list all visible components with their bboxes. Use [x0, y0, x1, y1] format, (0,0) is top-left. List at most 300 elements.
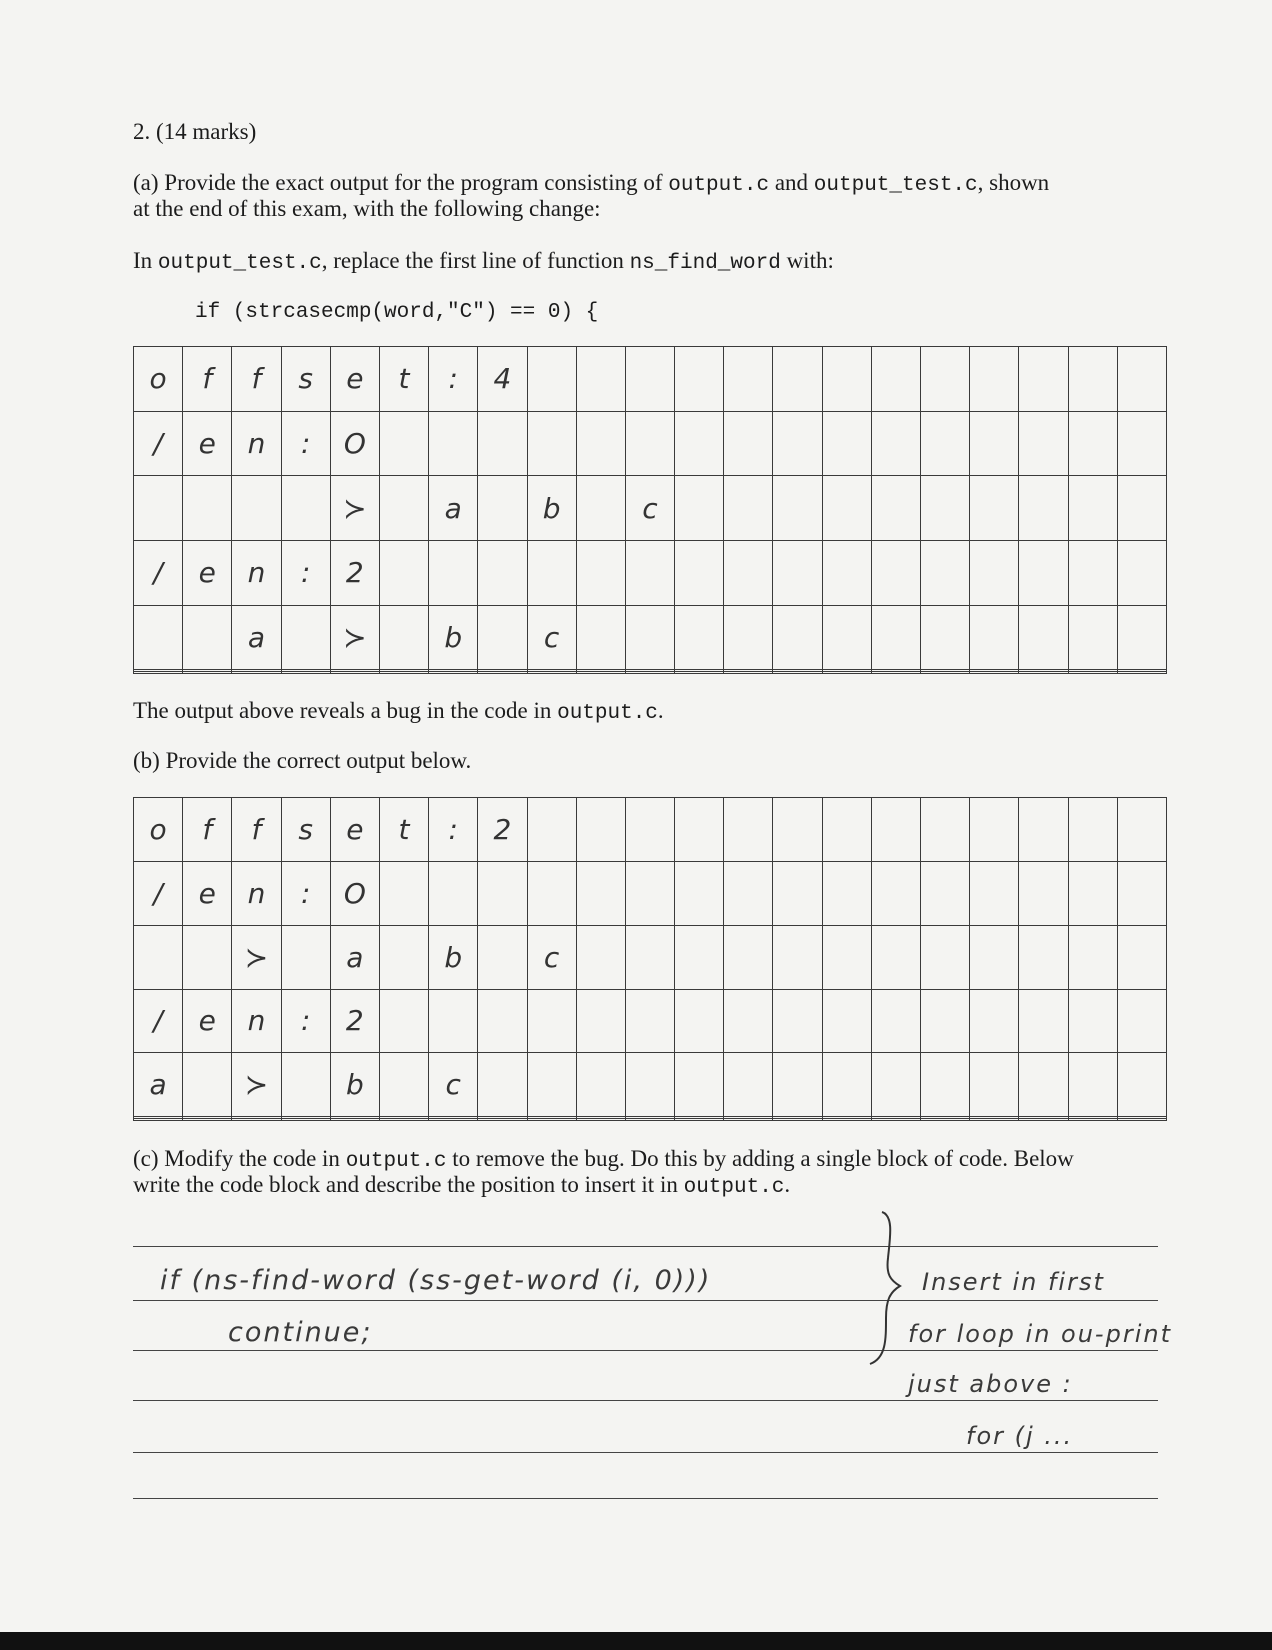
question-heading: 2. (14 marks) [133, 119, 257, 144]
grid-cell: : [281, 989, 330, 1053]
grid-cell [379, 605, 428, 670]
grid-cell [1068, 411, 1117, 476]
code-fragment: output.c [668, 174, 770, 197]
text-fragment: , replace the first line of function [321, 248, 630, 273]
grid-cell [1117, 540, 1166, 605]
grid-cell: n [232, 540, 281, 605]
grid-cell [625, 798, 674, 862]
grid-cell [822, 411, 871, 476]
grid-cell [675, 1053, 724, 1117]
text-fragment: , shown [977, 170, 1050, 195]
grid-cell: f [183, 798, 232, 862]
answer-line-6 [133, 1498, 1158, 1499]
grid-cell [625, 989, 674, 1053]
grid-cell [1068, 476, 1117, 541]
grid-cell: : [429, 347, 478, 412]
grid-cell [478, 411, 527, 476]
grid-cell: o [134, 798, 183, 862]
text-fragment: (c) Modify the code in [133, 1146, 346, 1171]
grid-cell [773, 861, 822, 925]
grid-cell: f [183, 347, 232, 412]
grid-cell [429, 861, 478, 925]
grid-cell [379, 861, 428, 925]
grid-cell [527, 672, 576, 674]
grid-cell [724, 1053, 773, 1117]
grid-cell [1068, 798, 1117, 862]
grid-cell [921, 989, 970, 1053]
grid-cell: e [183, 411, 232, 476]
answer-line-2 [133, 1300, 1158, 1301]
grid-cell: b [527, 476, 576, 541]
grid-cell [232, 672, 281, 674]
grid-cell: f [232, 347, 281, 412]
grid-cell [822, 476, 871, 541]
text-fragment: In [133, 248, 158, 273]
grid-cell [379, 476, 428, 541]
grid-cell [281, 1053, 330, 1117]
grid-cell: e [330, 798, 379, 862]
grid-cell [871, 411, 920, 476]
grid-cell [429, 1119, 478, 1121]
grid-cell [478, 989, 527, 1053]
grid-cell [773, 605, 822, 670]
grid-cell [1068, 925, 1117, 989]
grid-cell [625, 925, 674, 989]
grid-cell [1068, 989, 1117, 1053]
grid-cell [970, 861, 1019, 925]
text-fragment: . [784, 1172, 791, 1197]
grid-cell [724, 672, 773, 674]
grid-cell: / [134, 861, 183, 925]
grid-cell [1019, 605, 1068, 670]
grid-cell [675, 861, 724, 925]
grid-cell [625, 411, 674, 476]
grid-row [134, 1119, 1167, 1121]
grid-cell [921, 540, 970, 605]
grid-cell [871, 347, 920, 412]
grid-cell [970, 411, 1019, 476]
grid-cell [625, 1119, 674, 1121]
grid-cell: e [183, 540, 232, 605]
grid-cell [871, 925, 920, 989]
grid-cell [1068, 605, 1117, 670]
grid-cell [1068, 672, 1117, 674]
grid-cell [675, 925, 724, 989]
grid-cell [822, 861, 871, 925]
grid-cell [921, 798, 970, 862]
grid-cell [527, 540, 576, 605]
grid-cell [281, 672, 330, 674]
grid-cell: c [429, 1053, 478, 1117]
grid-cell [675, 347, 724, 412]
grid-cell [1117, 1053, 1166, 1117]
grid-cell [183, 925, 232, 989]
code-fragment: ns_find_word [629, 252, 781, 275]
grid-cell [478, 861, 527, 925]
grid-cell [970, 1053, 1019, 1117]
handwritten-code-line-1: if (ns-find-word (ss-get-word (i, 0))) [160, 1265, 712, 1296]
grid-cell [183, 672, 232, 674]
grid-cell: s [281, 798, 330, 862]
grid-cell: 4 [478, 347, 527, 412]
grid-cell: a [134, 1053, 183, 1117]
grid-cell: ≻ [232, 1053, 281, 1117]
grid-cell: n [232, 411, 281, 476]
grid-row [134, 476, 1167, 541]
grid-cell [921, 1119, 970, 1121]
grid-cell [1019, 1053, 1068, 1117]
grid-cell [675, 1119, 724, 1121]
grid-cell [478, 672, 527, 674]
grid-row [134, 1053, 1167, 1117]
grid-cell [379, 540, 428, 605]
grid-cell [822, 989, 871, 1053]
grid-cell [970, 476, 1019, 541]
part-b-prompt: (b) Provide the correct output below. [133, 748, 472, 773]
code-fragment: output_test.c [157, 252, 322, 275]
grid-cell [921, 1053, 970, 1117]
grid-cell [429, 540, 478, 605]
grid-cell: a [330, 925, 379, 989]
text-fragment: (a) Provide the exact output for the program consisting of [133, 170, 669, 195]
grid-cell [1117, 798, 1166, 862]
grid-cell [1117, 861, 1166, 925]
grid-cell [576, 411, 625, 476]
grid-cell [379, 925, 428, 989]
grid-cell [675, 605, 724, 670]
grid-cell [970, 798, 1019, 862]
grid-cell [183, 605, 232, 670]
grid-cell: e [183, 861, 232, 925]
grid-cell [970, 605, 1019, 670]
text-fragment: and [769, 170, 814, 195]
grid-cell [330, 1119, 379, 1121]
grid-cell [675, 672, 724, 674]
code-fragment: output.c [683, 1176, 785, 1199]
grid-cell [281, 605, 330, 670]
grid-cell [625, 540, 674, 605]
grid-cell [871, 672, 920, 674]
part-c-line-1 [133, 1146, 1074, 1174]
part-c-line-2 [133, 1172, 790, 1200]
grid-cell [773, 347, 822, 412]
answer-line-4 [133, 1400, 1158, 1401]
grid-row [134, 672, 1167, 674]
grid-cell [478, 540, 527, 605]
grid-cell [822, 605, 871, 670]
grid-cell [675, 411, 724, 476]
grid-cell [970, 925, 1019, 989]
grid-cell: c [625, 476, 674, 541]
grid-cell [675, 989, 724, 1053]
grid-cell [970, 672, 1019, 674]
grid-cell [183, 1119, 232, 1121]
grid-cell: / [134, 989, 183, 1053]
grid-cell [1117, 672, 1166, 674]
grid-cell [822, 347, 871, 412]
grid-cell [970, 1119, 1019, 1121]
grid-cell [1019, 411, 1068, 476]
answer-grid-a [133, 346, 1167, 674]
grid-cell [822, 540, 871, 605]
grid-cell [724, 605, 773, 670]
grid-cell: ≻ [232, 925, 281, 989]
grid-cell [822, 925, 871, 989]
grid-cell [134, 925, 183, 989]
grid-cell [724, 1119, 773, 1121]
grid-cell [871, 540, 920, 605]
grid-cell [134, 672, 183, 674]
grid-cell: O [330, 411, 379, 476]
part-a-line-1 [133, 170, 1049, 198]
grid-cell: e [183, 989, 232, 1053]
grid-cell [1019, 672, 1068, 674]
grid-cell [1117, 605, 1166, 670]
grid-cell [625, 1053, 674, 1117]
grid-cell [921, 476, 970, 541]
grid-cell [576, 347, 625, 412]
grid-cell [576, 605, 625, 670]
grid-cell [576, 861, 625, 925]
grid-cell [675, 540, 724, 605]
text-fragment: with: [780, 248, 834, 273]
grid-cell [478, 925, 527, 989]
answer-line-5 [133, 1452, 1158, 1453]
grid-cell [1068, 861, 1117, 925]
grid-cell [1019, 540, 1068, 605]
grid-cell [134, 605, 183, 670]
grid-cell [379, 989, 428, 1053]
grid-cell [478, 476, 527, 541]
grid-cell: c [527, 605, 576, 670]
grid-cell [871, 476, 920, 541]
grid-cell: a [429, 476, 478, 541]
grid-cell [773, 925, 822, 989]
grid-cell: f [232, 798, 281, 862]
grid-cell [921, 672, 970, 674]
grid-cell [1117, 1119, 1166, 1121]
grid-cell [871, 1119, 920, 1121]
text-fragment: to remove the bug. Do this by adding a single block of code. Below [446, 1146, 1074, 1171]
grid-cell [429, 411, 478, 476]
code-fragment: output_test.c [813, 174, 978, 197]
grid-cell [1019, 798, 1068, 862]
grid-cell [379, 1053, 428, 1117]
text-fragment: The output above reveals a bug in the code in [133, 698, 558, 723]
grid-cell: n [232, 861, 281, 925]
grid-cell [822, 798, 871, 862]
code-replacement-line: if (strcasecmp(word,"C") == 0) { [195, 301, 599, 324]
answer-line-1 [133, 1246, 1158, 1247]
code-fragment: output.c [345, 1150, 447, 1173]
grid-cell [281, 476, 330, 541]
grid-cell: e [330, 347, 379, 412]
grid-cell [1117, 925, 1166, 989]
grid-row [134, 540, 1167, 605]
grid-cell [429, 672, 478, 674]
grid-cell [576, 798, 625, 862]
grid-cell: t [379, 798, 428, 862]
grid-cell [773, 798, 822, 862]
grid-cell [822, 1119, 871, 1121]
grid-row [134, 989, 1167, 1053]
grid-cell: b [429, 605, 478, 670]
handwritten-note-line-1: Insert in first [922, 1268, 1105, 1296]
grid-cell [724, 861, 773, 925]
grid-cell [822, 672, 871, 674]
grid-cell [576, 672, 625, 674]
answer-grid-b [133, 797, 1167, 1121]
grid-cell [773, 1119, 822, 1121]
grid-row [134, 861, 1167, 925]
text-fragment: . [657, 698, 664, 723]
grid-cell [1019, 861, 1068, 925]
text-fragment: write the code block and describe the position to insert it in [133, 1172, 684, 1197]
grid-cell [921, 347, 970, 412]
grid-cell [921, 925, 970, 989]
grid-cell: ≻ [330, 476, 379, 541]
grid-cell [1019, 347, 1068, 412]
grid-row [134, 925, 1167, 989]
grid-cell [1019, 1119, 1068, 1121]
grid-cell: b [330, 1053, 379, 1117]
grid-cell [871, 798, 920, 862]
grid-cell [1068, 347, 1117, 412]
grid-cell [576, 476, 625, 541]
grid-cell [1117, 411, 1166, 476]
grid-cell: s [281, 347, 330, 412]
grid-cell: 2 [330, 989, 379, 1053]
grid-cell: 2 [330, 540, 379, 605]
grid-cell [1117, 476, 1166, 541]
grid-cell [478, 1053, 527, 1117]
grid-cell [970, 540, 1019, 605]
grid-cell [724, 476, 773, 541]
grid-cell [871, 861, 920, 925]
grid-cell [724, 798, 773, 862]
grid-cell: O [330, 861, 379, 925]
grid-cell [724, 347, 773, 412]
grid-cell [773, 411, 822, 476]
grid-cell [478, 605, 527, 670]
grid-cell [478, 1119, 527, 1121]
grid-cell [871, 605, 920, 670]
grid-cell [625, 605, 674, 670]
grid-cell [527, 861, 576, 925]
grid-cell [527, 411, 576, 476]
grid-cell [576, 989, 625, 1053]
grid-cell [724, 540, 773, 605]
grid-cell [970, 989, 1019, 1053]
grid-cell [183, 1053, 232, 1117]
handwritten-code-line-2: continue; [228, 1317, 373, 1348]
grid-cell [527, 1053, 576, 1117]
grid-cell: t [379, 347, 428, 412]
grid-cell [724, 411, 773, 476]
grid-cell [773, 989, 822, 1053]
grid-cell [232, 476, 281, 541]
grid-cell: o [134, 347, 183, 412]
grid-cell [773, 476, 822, 541]
grid-cell [379, 411, 428, 476]
grid-cell [625, 861, 674, 925]
grid-cell [675, 476, 724, 541]
grid-cell [1068, 1119, 1117, 1121]
grid-cell [1019, 476, 1068, 541]
grid-cell [822, 1053, 871, 1117]
grid-cell [1019, 989, 1068, 1053]
grid-cell [576, 1119, 625, 1121]
grid-cell [1068, 1053, 1117, 1117]
grid-cell [183, 476, 232, 541]
grid-row [134, 605, 1167, 670]
grid-cell [527, 798, 576, 862]
grid-cell [773, 540, 822, 605]
grid-cell [1068, 540, 1117, 605]
grid-cell [625, 347, 674, 412]
part-a-instruction [133, 248, 834, 276]
grid-cell [330, 672, 379, 674]
grid-cell [773, 672, 822, 674]
grid-cell: ≻ [330, 605, 379, 670]
grid-cell: : [281, 540, 330, 605]
grid-cell: : [281, 861, 330, 925]
grid-cell [281, 1119, 330, 1121]
grid-cell: 2 [478, 798, 527, 862]
grid-cell: a [232, 605, 281, 670]
grid-cell [527, 1119, 576, 1121]
handwritten-note-line-2: for loop in ou-print [908, 1320, 1172, 1348]
grid-cell [576, 925, 625, 989]
grid-cell: : [281, 411, 330, 476]
grid-cell [724, 989, 773, 1053]
grid-cell: : [429, 798, 478, 862]
grid-cell [379, 1119, 428, 1121]
code-fragment: output.c [557, 702, 658, 725]
grid-cell [675, 798, 724, 862]
part-a-line-2: at the end of this exam, with the following change: [133, 196, 601, 221]
grid-cell [921, 411, 970, 476]
grid-cell [576, 1053, 625, 1117]
grid-cell [527, 347, 576, 412]
grid-cell [232, 1119, 281, 1121]
grid-cell [576, 540, 625, 605]
grid-cell [625, 672, 674, 674]
scan-bottom-edge [0, 1632, 1272, 1650]
grid-cell: b [429, 925, 478, 989]
grid-cell [379, 672, 428, 674]
grid-cell: / [134, 411, 183, 476]
grid-cell [1117, 347, 1166, 412]
grid-cell [1019, 925, 1068, 989]
handwritten-note-line-4: for (j ... [966, 1422, 1074, 1450]
grid-cell [773, 1053, 822, 1117]
grid-cell [281, 925, 330, 989]
grid-cell [921, 605, 970, 670]
grid-cell: c [527, 925, 576, 989]
grid-cell [134, 476, 183, 541]
grid-cell [724, 925, 773, 989]
bug-note [133, 698, 664, 726]
grid-row [134, 347, 1167, 412]
grid-cell [871, 1053, 920, 1117]
grid-cell [134, 1119, 183, 1121]
grid-cell [1117, 989, 1166, 1053]
grid-row [134, 798, 1167, 862]
grid-cell: n [232, 989, 281, 1053]
curly-brace-icon [860, 1208, 908, 1368]
answer-line-3 [133, 1350, 1158, 1351]
